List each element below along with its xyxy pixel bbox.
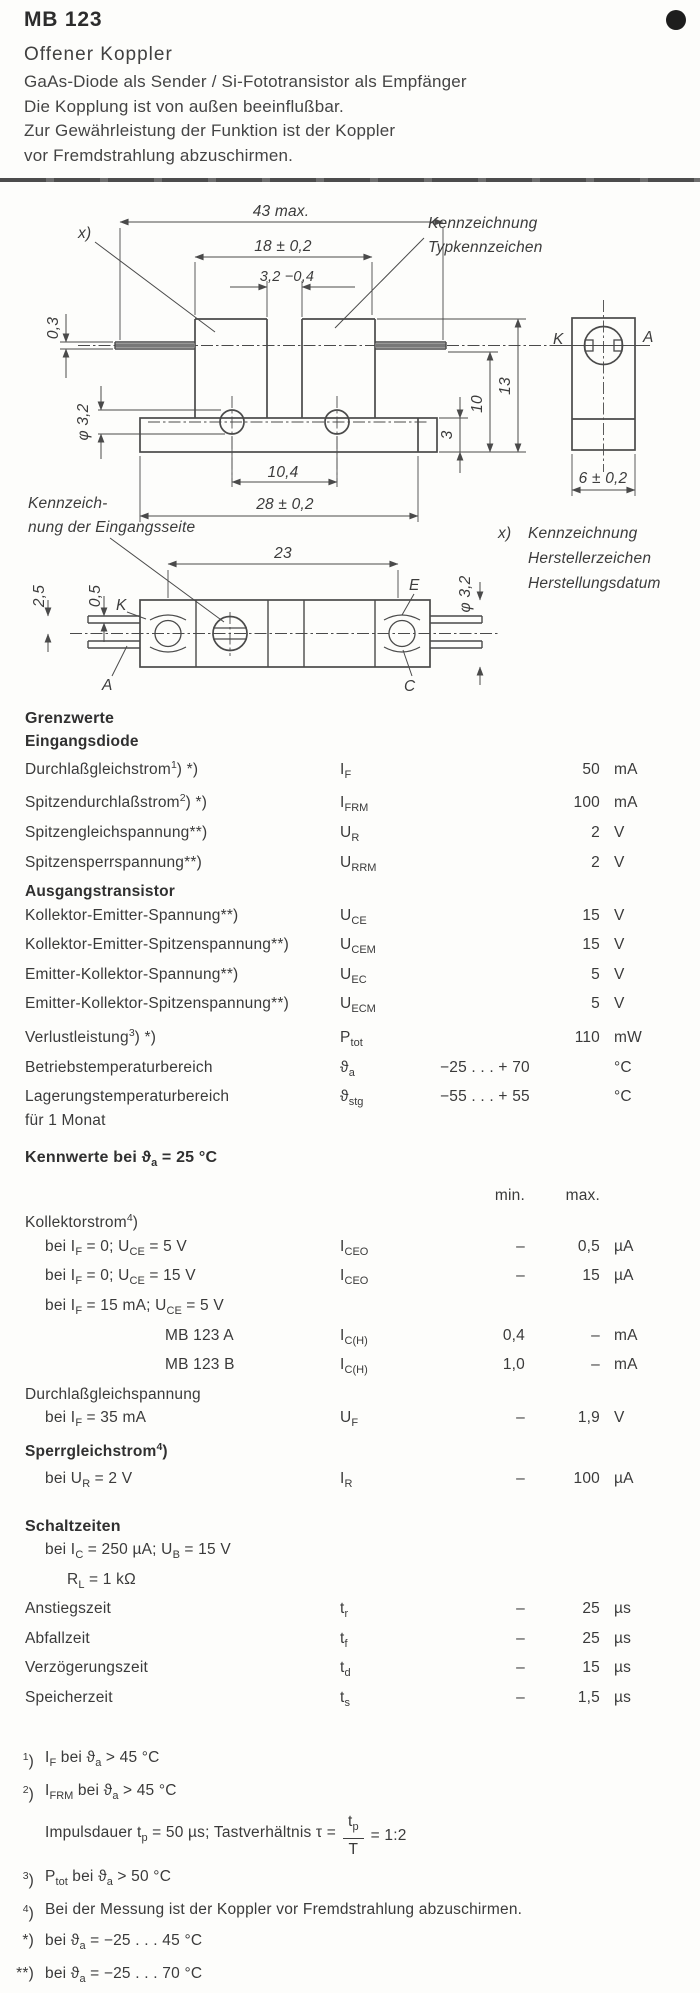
max-value: 15 bbox=[582, 1659, 600, 1677]
min-value: – bbox=[516, 1409, 525, 1427]
table-group-row bbox=[0, 730, 700, 754]
param-unit: µA bbox=[614, 1470, 634, 1488]
param-symbol: $U_{ECM}$ bbox=[340, 995, 376, 1016]
param-label: Spitzengleichspannung**) bbox=[25, 824, 208, 841]
footnote-text: bei $ϑ_a = -25$ . . . 45 °C bbox=[45, 1932, 203, 1953]
subtitle-line: GaAs-Diode als Sender / Si-Fototransistor als Empfänger bbox=[24, 72, 467, 91]
group-heading: Ausgangstransistor bbox=[25, 883, 176, 901]
footnote-marker: **) bbox=[16, 1965, 34, 1983]
param-value: 2 bbox=[591, 824, 600, 841]
param-unit: µs bbox=[614, 1659, 632, 1677]
table-group-row bbox=[0, 1436, 700, 1464]
dim-23: 23 bbox=[274, 545, 292, 562]
param-value: 110 bbox=[574, 1029, 600, 1047]
footnote-text: $P_{tot}$ bei $ϑ_a > 50$ °C bbox=[45, 1867, 172, 1888]
x-note-marker: x) bbox=[498, 525, 512, 542]
param-condition: bei $I_F = 0$; $U_{CE} = 5$ V bbox=[45, 1237, 187, 1258]
param-condition: bei $I_F = 0$; $U_{CE} = 15$ V bbox=[45, 1267, 196, 1288]
param-value: 15 bbox=[582, 936, 600, 954]
pin-label-c: C bbox=[404, 678, 416, 695]
group-heading: Durchlaßgleichspannung bbox=[25, 1385, 201, 1403]
param-symbol: $I_{CEO}$ bbox=[340, 1267, 369, 1288]
param-unit: µA bbox=[614, 1237, 634, 1255]
param-value: 2 bbox=[591, 853, 600, 871]
param-condition: bei $U_R = 2$ V bbox=[45, 1470, 133, 1491]
footnote bbox=[0, 1863, 700, 1896]
group-heading: Kollektorstrom$^4$) bbox=[25, 1212, 139, 1232]
char-row bbox=[0, 1294, 700, 1324]
condition-row bbox=[0, 1538, 700, 1568]
footnote-text: $I_F$ bei $ϑ_a > 45$ °C bbox=[45, 1748, 160, 1769]
extension-lines bbox=[60, 228, 635, 598]
max-value: – bbox=[591, 1326, 600, 1344]
param-symbol: $U_{RRM}$ bbox=[340, 853, 377, 874]
footnote-marker: $^2$) bbox=[22, 1783, 34, 1803]
min-value: 1,0 bbox=[502, 1356, 525, 1374]
dim-3-2: 3,2 −0,4 bbox=[259, 269, 315, 285]
pin-label-a2: A bbox=[102, 677, 113, 694]
subtitle-block bbox=[24, 70, 700, 168]
test-condition: $R_L = 1$ kΩ bbox=[67, 1570, 136, 1591]
section-title-switching: Schaltzeiten bbox=[25, 1518, 121, 1536]
max-value: – bbox=[591, 1356, 600, 1374]
switching-table bbox=[0, 1538, 700, 1716]
param-value: 100 bbox=[573, 794, 600, 812]
centerlines bbox=[70, 300, 648, 656]
type-variant-label: MB 123 A bbox=[165, 1326, 234, 1344]
param-label: Durchlaßgleichstrom$^1$) *) bbox=[25, 758, 199, 778]
min-value: – bbox=[516, 1659, 525, 1677]
dim-28: 28 ± 0,2 bbox=[256, 496, 314, 513]
fraction-numerator: $t_p$ bbox=[343, 1812, 364, 1839]
subtitle-line: Zur Gewährleistung der Funktion ist der Koppler bbox=[24, 121, 396, 140]
char-row bbox=[0, 1235, 700, 1265]
min-value: – bbox=[516, 1237, 525, 1255]
max-value: 15 bbox=[582, 1267, 600, 1285]
x-note-line1: Kennzeichnung bbox=[528, 525, 638, 542]
param-label: Abfallzeit bbox=[25, 1629, 90, 1647]
limit-row bbox=[0, 933, 700, 963]
param-label: Verzögerungszeit bbox=[25, 1659, 148, 1677]
param-label: Anstiegszeit bbox=[25, 1600, 111, 1618]
group-heading: Sperrgleichstrom$^4$) bbox=[25, 1440, 168, 1460]
min-value: – bbox=[516, 1689, 525, 1707]
limit-row bbox=[0, 963, 700, 993]
max-value: 25 bbox=[582, 1629, 600, 1647]
char-row bbox=[0, 1406, 700, 1436]
param-range: −55 . . . + 55 bbox=[440, 1088, 530, 1106]
dim-2-5: 2,5 bbox=[31, 584, 48, 608]
dim-43-max: 43 max. bbox=[252, 203, 310, 220]
limit-row bbox=[0, 992, 700, 1022]
dim-3: 3 bbox=[439, 430, 456, 440]
subtitle-line: Die Kopplung ist von außen beeinflußbar. bbox=[24, 96, 344, 116]
param-unit: V bbox=[614, 906, 625, 924]
param-unit: mA bbox=[614, 760, 638, 778]
footnote-text: Impulsdauer $t_p = 50$ µs; Tastverhältnis τ = bbox=[45, 1824, 337, 1845]
param-symbol: $t_s$ bbox=[340, 1689, 351, 1710]
param-value: 5 bbox=[591, 965, 600, 983]
group-heading: Eingangsdiode bbox=[25, 733, 139, 750]
param-label: Spitzendurchlaßstrom$^2$) *) bbox=[25, 792, 208, 812]
char-row bbox=[0, 1324, 700, 1354]
param-unit: V bbox=[614, 936, 625, 954]
param-symbol: $U_{CEM}$ bbox=[340, 936, 376, 957]
section-title-limits: Grenzwerte bbox=[25, 710, 115, 727]
limits-table bbox=[0, 730, 700, 1132]
param-unit: mA bbox=[614, 794, 638, 812]
param-label: Kollektor-Emitter-Spitzenspannung**) bbox=[25, 936, 289, 954]
table-group-row bbox=[0, 1383, 700, 1407]
footnote-marker: $^1$) bbox=[22, 1750, 34, 1770]
param-unit: °C bbox=[614, 1088, 632, 1106]
dim-0-3: 0,3 bbox=[45, 316, 62, 340]
max-value: 1,9 bbox=[577, 1409, 600, 1427]
dim-18: 18 ± 0,2 bbox=[254, 238, 312, 255]
subtitle-line: vor Fremdstrahlung abzuschirmen. bbox=[24, 145, 294, 165]
param-symbol: $I_R$ bbox=[340, 1470, 353, 1491]
min-value: 0,4 bbox=[502, 1326, 525, 1344]
table-group-row bbox=[0, 880, 700, 904]
limit-row bbox=[0, 1022, 700, 1056]
param-symbol: $I_{CEO}$ bbox=[340, 1237, 369, 1258]
param-label: Kollektor-Emitter-Spannung**) bbox=[25, 906, 239, 924]
param-label: Emitter-Kollektor-Spannung**) bbox=[25, 965, 239, 983]
param-symbol: $t_r$ bbox=[340, 1600, 349, 1621]
footnote-text: Bei der Messung ist der Koppler vor Fremdstrahlung abzuschirmen. bbox=[45, 1901, 523, 1918]
footnote-continuation bbox=[0, 1812, 700, 1860]
switching-row bbox=[0, 1627, 700, 1657]
param-unit: mA bbox=[614, 1356, 638, 1374]
param-label: Verlustleistung$^3$) *) bbox=[25, 1027, 157, 1047]
param-unit: mW bbox=[614, 1029, 642, 1047]
dim-dia-3-2: φ 3,2 bbox=[75, 403, 92, 441]
param-symbol: $U_{CE}$ bbox=[340, 906, 367, 927]
max-value: 1,5 bbox=[577, 1689, 600, 1707]
param-label: Speicherzeit bbox=[25, 1689, 113, 1707]
max-column-header: max. bbox=[565, 1186, 600, 1204]
dim-13: 13 bbox=[497, 377, 514, 395]
limit-row bbox=[0, 754, 700, 788]
type-variant-label: MB 123 B bbox=[165, 1356, 235, 1374]
param-symbol: $U_R$ bbox=[340, 824, 360, 845]
min-value: – bbox=[516, 1470, 525, 1488]
footnote-text: bei $ϑ_a = -25$ . . . 70 °C bbox=[45, 1965, 203, 1986]
footnote-text: = 1:2 bbox=[370, 1826, 407, 1844]
param-unit: V bbox=[614, 965, 625, 983]
char-row bbox=[0, 1353, 700, 1383]
footnote-marker: $^4$) bbox=[22, 1903, 34, 1923]
char-row bbox=[0, 1467, 700, 1497]
dim-10: 10 bbox=[469, 395, 486, 413]
switching-row bbox=[0, 1686, 700, 1716]
page-header bbox=[0, 0, 700, 168]
x-note-line3: Herstellungsdatum bbox=[528, 575, 661, 592]
param-unit: V bbox=[614, 1409, 625, 1427]
param-unit: V bbox=[614, 824, 625, 841]
param-unit: V bbox=[614, 995, 625, 1013]
param-symbol: $P_{tot}$ bbox=[340, 1029, 363, 1050]
dim-0-5: 0,5 bbox=[87, 584, 104, 608]
pin-label-a: A bbox=[643, 329, 654, 346]
param-unit: mA bbox=[614, 1326, 638, 1344]
section-title-characteristics: Kennwerte bei $ϑ_a = 25$ °C bbox=[25, 1149, 218, 1170]
param-unit: °C bbox=[614, 1058, 632, 1076]
marking-label-line1: Kennzeichnung bbox=[428, 215, 538, 232]
fraction bbox=[343, 1812, 364, 1860]
footnote bbox=[0, 1960, 700, 1993]
input-side-label-line1: Kennzeich- bbox=[28, 495, 108, 512]
limit-row bbox=[0, 821, 700, 851]
footnotes bbox=[0, 1744, 700, 1993]
param-symbol: $t_f$ bbox=[340, 1629, 348, 1650]
min-value: – bbox=[516, 1600, 525, 1618]
condition-row bbox=[0, 1568, 700, 1598]
front-view bbox=[115, 319, 446, 452]
param-symbol: $U_F$ bbox=[340, 1409, 359, 1430]
footnote bbox=[0, 1927, 700, 1960]
switching-row bbox=[0, 1656, 700, 1686]
footnote bbox=[0, 1896, 700, 1927]
param-value: 5 bbox=[591, 995, 600, 1013]
param-label: Lagerungstemperaturbereich für 1 Monat bbox=[25, 1088, 230, 1129]
input-side-label-line2: nung der Eingangsseite bbox=[28, 519, 196, 536]
part-number: MB 123 bbox=[24, 8, 103, 31]
param-label: Spitzensperrspannung**) bbox=[25, 853, 202, 871]
fraction-denominator: T bbox=[348, 1840, 359, 1858]
pin-label-e: E bbox=[409, 577, 420, 594]
characteristics-table bbox=[0, 1207, 700, 1497]
param-unit: µs bbox=[614, 1629, 632, 1647]
param-label: Betriebstemperaturbereich bbox=[25, 1058, 213, 1076]
footnote-text: $I_{FRM}$ bei $ϑ_a > 45$ °C bbox=[45, 1781, 177, 1802]
limit-row bbox=[0, 851, 700, 881]
param-unit: µs bbox=[614, 1600, 632, 1618]
dim-dia-3-2-bottom: φ 3,2 bbox=[457, 575, 474, 613]
min-column-header: min. bbox=[494, 1186, 525, 1204]
footnote bbox=[0, 1777, 700, 1810]
param-symbol: $t_d$ bbox=[340, 1659, 351, 1680]
limit-row bbox=[0, 787, 700, 821]
param-value: 15 bbox=[582, 906, 600, 924]
max-value: 100 bbox=[573, 1470, 600, 1488]
max-value: 25 bbox=[582, 1600, 600, 1618]
max-value: 0,5 bbox=[577, 1237, 600, 1255]
pin-label-k: K bbox=[553, 331, 564, 348]
x-note-line2: Herstellerzeichen bbox=[528, 550, 652, 567]
test-condition: bei $I_C = 250$ µA; $U_B = 15$ V bbox=[45, 1541, 231, 1562]
param-unit: µA bbox=[614, 1267, 634, 1285]
limit-row bbox=[0, 1056, 700, 1086]
dim-10-4: 10,4 bbox=[267, 464, 299, 481]
dim-6: 6 ± 0,2 bbox=[578, 470, 628, 487]
param-symbol: $I_{FRM}$ bbox=[340, 794, 369, 815]
param-label: Emitter-Kollektor-Spitzenspannung**) bbox=[25, 995, 289, 1013]
param-unit: V bbox=[614, 853, 625, 871]
min-value: – bbox=[516, 1629, 525, 1647]
technical-drawing bbox=[0, 182, 700, 702]
param-symbol: $I_F$ bbox=[340, 760, 352, 781]
param-symbol: $I_{C(H)}$ bbox=[340, 1356, 368, 1377]
footnote bbox=[0, 1744, 700, 1777]
column-header-row bbox=[0, 1184, 700, 1208]
param-range: −25 . . . + 70 bbox=[440, 1058, 530, 1076]
param-unit: µs bbox=[614, 1689, 632, 1707]
pin-label-k2: K bbox=[116, 597, 127, 614]
param-symbol: $ϑ_{stg}$ bbox=[340, 1088, 364, 1109]
document-title: Offener Koppler bbox=[24, 44, 173, 65]
param-value: 50 bbox=[582, 760, 600, 778]
param-symbol: $ϑ_a$ bbox=[340, 1058, 355, 1079]
param-condition: bei $I_F = 35$ mA bbox=[45, 1409, 147, 1430]
min-value: – bbox=[516, 1267, 525, 1285]
limit-row bbox=[0, 904, 700, 934]
registration-dot-icon bbox=[666, 10, 686, 30]
param-symbol: $U_{EC}$ bbox=[340, 965, 367, 986]
footnote-marker: $^3$) bbox=[22, 1869, 34, 1890]
param-condition: bei $I_F = 15$ mA; $U_{CE} = 5$ V bbox=[45, 1296, 224, 1318]
x-reference-label: x) bbox=[78, 225, 92, 242]
table-group-row bbox=[0, 1207, 700, 1235]
marking-label-line2: Typkennzeichen bbox=[428, 239, 543, 256]
char-row bbox=[0, 1264, 700, 1294]
switching-row bbox=[0, 1597, 700, 1627]
param-symbol: $I_{C(H)}$ bbox=[340, 1326, 368, 1347]
limit-row bbox=[0, 1085, 700, 1132]
footnote-marker: *) bbox=[22, 1932, 34, 1950]
